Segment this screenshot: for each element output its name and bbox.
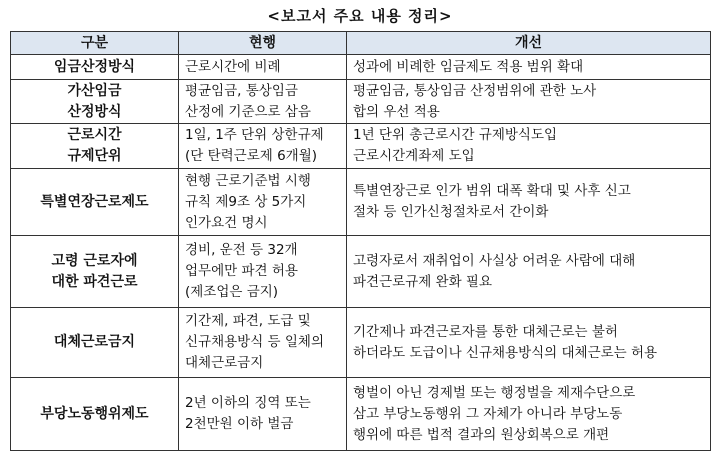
category-text: 가산임금 (67, 82, 122, 99)
improvement-cell (347, 378, 711, 451)
improvement-text: 근로시간계좌제 도입 (353, 148, 475, 164)
improvement-cell (347, 55, 711, 80)
improvement-text: 고령자로서 재취업이 사실상 어려운 사람에 대해 (353, 252, 636, 269)
current-text: 산정에 기준으로 삼음 (185, 103, 311, 120)
current-cell (179, 80, 347, 124)
current-text: 대체근로금지 (185, 355, 264, 371)
improvement-text: 성과에 비례한 임금제도 적용 범위 확대 (353, 58, 584, 75)
table-row (11, 169, 711, 236)
current-text: 인가요건 명시 (185, 214, 268, 231)
header-current: 현행 (179, 32, 347, 55)
category-text: 산정방식 (67, 103, 122, 120)
table-row (11, 308, 711, 378)
category-text: 부당노동행위제도 (40, 405, 149, 422)
improvement-cell (347, 236, 711, 308)
summary-table (10, 31, 711, 451)
improvement-text: 하더라도 도급이나 신규채용방식의 대체근로는 허용 (353, 344, 658, 361)
category-text: 근로시간 (67, 127, 122, 143)
category-text: 규제단위 (67, 148, 122, 164)
category-text: 대체근로금지 (53, 334, 136, 350)
category-cell (11, 308, 179, 378)
current-cell (179, 169, 347, 236)
improvement-cell (347, 308, 711, 378)
current-text: 근로시간에 비례 (185, 58, 281, 75)
table-row (11, 124, 711, 169)
improvement-text: 특별연장근로 인가 범위 대폭 확대 및 사후 신고 (353, 183, 631, 199)
current-text: 현행 근로기준법 시행 (185, 172, 311, 189)
category-text: 고령 근로자에 (51, 252, 138, 269)
improvement-text: 합의 우선 적용 (353, 103, 440, 120)
report-title: <보고서 주요 내용 정리> (267, 7, 453, 25)
improvement-text: 기간제나 파견근로자를 통한 대체근로는 불허 (353, 323, 618, 340)
current-cell (179, 236, 347, 308)
improvement-text: 파견근로규제 완화 필요 (353, 273, 492, 290)
improvement-cell (347, 80, 711, 124)
category-cell (11, 236, 179, 308)
current-cell (179, 308, 347, 378)
current-cell (179, 55, 347, 80)
current-text: (단 탄력근로제 6개월) (185, 148, 318, 164)
current-cell (179, 124, 347, 169)
current-text: 기간제, 파견, 도급 및 (185, 313, 311, 329)
current-text: 2천만원 이하 벌금 (185, 416, 294, 432)
current-text: 경비, 운전 등 32개 (185, 242, 298, 258)
improvement-cell (347, 169, 711, 236)
category-cell (11, 80, 179, 124)
table-row (11, 55, 711, 80)
improvement-text: 형벌이 아닌 경제벌 또는 행정벌을 제재수단으로 (353, 384, 636, 401)
improvement-cell (347, 124, 711, 169)
category-text: 임금산정방식 (53, 58, 136, 75)
current-text: 신규채용방식 등 일체의 (185, 334, 324, 350)
category-cell (11, 55, 179, 80)
table-row (11, 80, 711, 124)
current-text: (제조업은 금지) (185, 284, 279, 300)
improvement-text: 1년 단위 총근로시간 규제방식도입 (353, 127, 558, 143)
table-row (11, 378, 711, 451)
header-category: 구분 (11, 32, 179, 55)
current-text: 1일, 1주 단위 상한규제 (185, 127, 324, 143)
category-cell (11, 124, 179, 169)
category-text: 특별연장근로제도 (40, 193, 149, 210)
category-text: 대한 파견근로 (51, 273, 138, 290)
improvement-text: 행위에 따른 법적 결과의 원상회복으로 개편 (353, 426, 610, 443)
header-improvement: 개선 (347, 32, 711, 55)
improvement-text: 절차 등 인가신청절차로서 간이화 (353, 204, 549, 220)
category-cell (11, 378, 179, 451)
improvement-text: 삼고 부당노동행위 그 자체가 아니라 부당노동 (353, 405, 623, 422)
improvement-text: 평균임금, 통상임금 산정범위에 관한 노사 (353, 82, 597, 99)
current-text: 2년 이하의 징역 또는 (185, 395, 311, 411)
table-header-row (11, 32, 711, 55)
table-row (11, 236, 711, 308)
current-text: 평균임금, 통상임금 (185, 82, 298, 99)
current-cell (179, 378, 347, 451)
category-cell (11, 169, 179, 236)
current-text: 업무에만 파견 허용 (185, 263, 298, 279)
current-text: 규칙 제9조 상 5가지 (185, 193, 307, 210)
